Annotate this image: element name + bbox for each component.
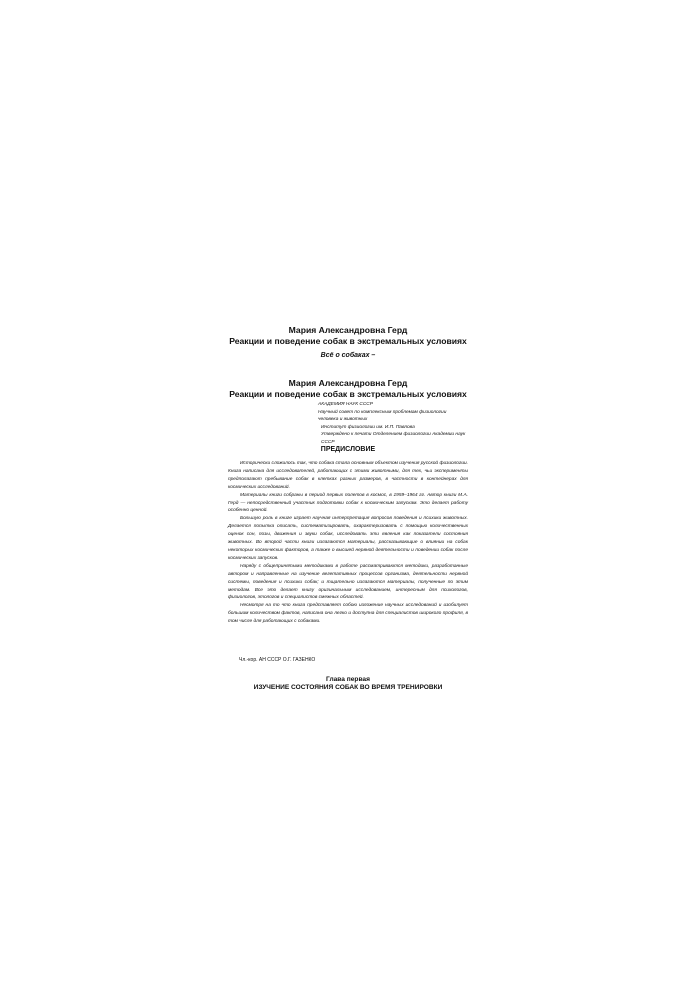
preface-heading-block bbox=[228, 446, 468, 453]
preface-paragraph: Наряду с общепринятыми методиками в работе рассматриваются методики, разработанные автором и направленные на изучение вегетативных процессов организма, деятельности нервной системы, поведения и психики собак; и тщательно излагаются материалы, полученные по этим методам. Все это делает книгу оригинальным исследованием, интересным для психологов, физиологов, этологов и специалистов смежных областей. bbox=[228, 563, 468, 601]
preface-signature: Чл.-кор. АН СССР О.Г. ГАЗЕНКО bbox=[239, 657, 316, 663]
council-name: Научный совет по комплексным проблемам физиологии человека и животных bbox=[318, 409, 447, 423]
chapter-title: ИЗУЧЕНИЕ СОСТОЯНИЯ СОБАК ВО ВРЕМЯ ТРЕНИРОВКИ bbox=[253, 684, 443, 692]
header-block-2 bbox=[228, 378, 468, 399]
author-name: Мария Александровна Герд bbox=[288, 378, 408, 388]
series-name: Всё о собаках – bbox=[320, 352, 376, 359]
preface-paragraph: Материалы книги собраны в период первых полетов в космос, в 1959–1964 гг. Автор книги М.А. Герд — непосредственный участник подготовки собак к космическим запускам. Это делает работу особенно ценной. bbox=[228, 492, 468, 514]
series-block bbox=[228, 352, 468, 359]
header-block-1 bbox=[228, 325, 468, 346]
preface-paragraph: Несмотря на то что книга представляет собою изложение научных исследований и изобилует большим количеством фактов, написана она легко и доступна для специалистов широкого профиля, в том числе для работающих с собаками. bbox=[228, 603, 468, 625]
book-title: Реакции и поведение собак в экстремальных условиях bbox=[229, 388, 467, 399]
chapter-heading-block bbox=[228, 676, 468, 693]
academy-name: АКАДЕМИЯ НАУК СССР bbox=[318, 402, 373, 407]
preface-paragraph: Большую роль в книге играет научная интерпретация вопросов поведения и психики животных. Делается попытка описать, систематизировать, охарактеризовать с помощью количественных оценок сон, позы, движения и звуки собак, исследовать эти явления как показатели состояния животных. Во второй части книги излагаются материалы, рассказывающие о влиянии на собак некоторых космических факторов, а также о высшей нервной деятельности и поведении собак после космических запусков. bbox=[228, 516, 468, 561]
publisher-info bbox=[318, 401, 468, 447]
chapter-number: Глава первая bbox=[326, 676, 370, 683]
approval-note: Утверждено к печати Отделением физиологии Академии наук СССР bbox=[321, 432, 466, 445]
preface-heading: ПРЕДИСЛОВИЕ bbox=[320, 446, 376, 453]
institute-name: Институт физиологии им. И.П. Павлова bbox=[321, 424, 415, 430]
preface-paragraph: Исторически сложилось так, что собака стала основным объектом изучения русской физиологии. Книга написана для исследователей, работающих с этими животными, для тех, чьи эксперименты предполагают пребывание собак в клетках разных размеров, в частности в контейнерах для космических исследований. bbox=[228, 461, 468, 490]
preface-body bbox=[228, 460, 468, 626]
author-name: Мария Александровна Герд bbox=[288, 325, 408, 335]
book-title: Реакции и поведение собак в экстремальных условиях bbox=[229, 335, 467, 346]
